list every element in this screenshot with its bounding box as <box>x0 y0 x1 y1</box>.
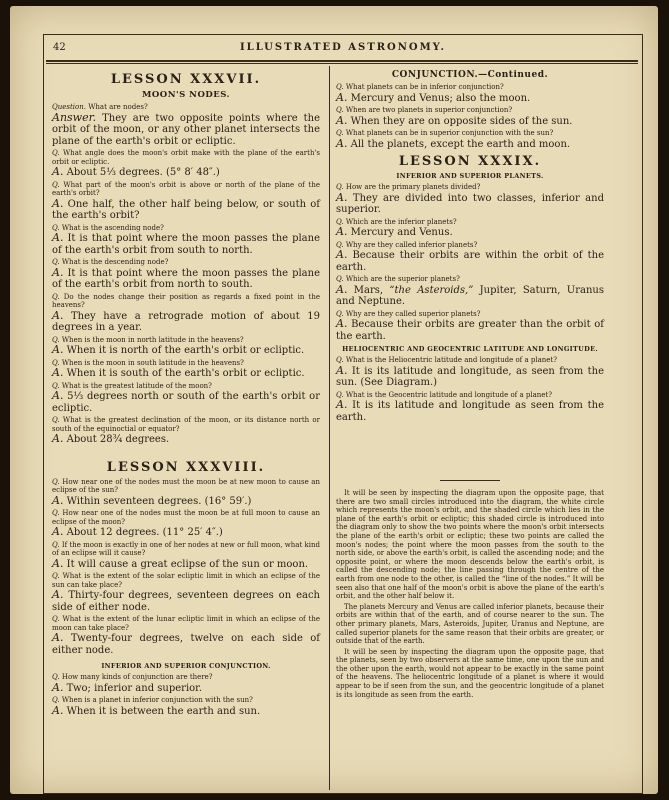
answer: A. It is its latitude and longitude as seen from the earth. <box>336 398 604 423</box>
question: Q. What is the extent of the solar ecliptic limit in which an eclipse of the sun can take place? <box>52 572 320 589</box>
question-text: What planets can be in superior conjunction with the sun? <box>345 129 554 137</box>
question: Q. What is the Heliocentric latitude and longitude of a planet? <box>336 356 557 364</box>
question-text: How near one of the nodes must the moon be at full moon to cause an eclipse of the moon? <box>52 509 320 526</box>
question-text: What is the greatest declination of the moon, or its distance north or south of the equinoctial or equator? <box>52 416 320 433</box>
answer-text: It is its latitude and longitude, as seen from the sun. (See Diagram.) <box>336 365 604 388</box>
paragraph: It will be seen by inspecting the diagram upon the opposite page, that the planets, seen by two observers at the same time, one upon the sun and the other upon the earth, would not appear to be exactly in the same point of the heavens. The heliocentric longitude of a planet is where it would appear to be if seen from the sun, and the geocentric longitude of a planet is its longitude as seen from the earth. <box>336 647 604 699</box>
question-text: What is the greatest latitude of the moon? <box>61 381 212 390</box>
answer: A. They are divided into two classes, inferior and superior. <box>336 190 604 215</box>
question: Q. When is the moon in north latitude in the heavens? <box>52 335 244 344</box>
question: Q. When is a planet in inferior conjunction with the sun? <box>52 696 253 704</box>
answer-text: They are two opposite points where the orbit of the moon, or any other planet intersects the plane of the earth's orbit or ecliptic. <box>52 112 320 147</box>
answer-text: Two; inferior and superior. <box>66 682 203 694</box>
answer-text: About 5⅓ degrees. (5° 8′ 48″.) <box>66 167 220 178</box>
answer-text: When it is north of the earth's orbit or ecliptic. <box>66 345 305 356</box>
paragraph: It will be seen by inspecting the diagram upon the opposite page, that there are two small circles introduced into the diagram, the white circle which represents the moon's orbit, and the shaded circle which lies in the plane of the earth's orbit or ecliptic; this shaded circle is introduced into the diagram only to show the two points where the moon's orbit intersects the plane of the earth's orbit or ecliptic; these two points are called the moon's nodes; the point where the moon passes from the south to the north side, or above the earth's orbit, is called the ascending node; and the opposite point, or where the moon descends below the earth's orbit, is called the descending node; the line passing through the centre of the earth from one node to the other, is called the “line of the nodes.” It will be seen also that one half of the moon's orbit is above the plane of the earth's orbit, and the other half below it. <box>336 489 604 601</box>
question: Q. Which are the superior planets? <box>336 275 460 283</box>
answer-text: It is its latitude and longitude as seen from the earth. <box>336 400 604 423</box>
question-text: Do the nodes change their position as regards a fixed point in the heavens? <box>52 292 320 309</box>
answer: A. It is that point where the moon passes the plane of the earth's orbit from south to north. <box>52 231 320 256</box>
answer-text: 5⅓ degrees north or south of the earth's orbit or ecliptic. <box>52 391 320 414</box>
question: Q. Why are they called superior planets? <box>336 309 481 318</box>
ornament-divider <box>440 480 500 481</box>
question-label: Question. <box>52 103 86 111</box>
section-heading: INFERIOR AND SUPERIOR CONJUNCTION. <box>101 662 271 670</box>
question-text: What is the descending node? <box>61 258 169 266</box>
question-text: How are the primary planets divided? <box>345 183 481 191</box>
question-text: What is the Geocentric latitude and longitude of a planet? <box>345 390 552 399</box>
answer: A. Mercury and Venus; also the moon. <box>336 90 531 104</box>
question: Q. How are the primary planets divided? <box>336 183 481 191</box>
answer: A. It will cause a great eclipse of the sun or moon. <box>52 556 309 570</box>
answer: A. When they are on opposite sides of the sun. <box>336 113 573 127</box>
answer-text: About 12 degrees. (11° 25′ 4″.) <box>66 527 223 538</box>
lesson-heading: LESSON XXXVII. <box>110 72 262 87</box>
running-title: ILLUSTRATED ASTRONOMY. <box>239 42 446 53</box>
answer: A. Mars, “the Asteroids,” Jupiter, Saturn, Uranus and Neptune. <box>336 282 604 307</box>
answer: A. About 5⅓ degrees. (5° 8′ 48″.) <box>52 165 220 178</box>
question: Q. What is the greatest declination of the moon, or its distance north or south of the equinoctial or equator? <box>52 416 320 433</box>
answer: A. About 12 degrees. (11° 25′ 4″.) <box>52 525 223 538</box>
answer-text: Thirty-four degrees, seventeen degrees on each side of either node. <box>52 590 320 613</box>
question-text: How near one of the nodes must the moon be at new moon to cause an eclipse of the sun? <box>52 477 320 494</box>
answer-text: Jupiter, Saturn, Uranus and Neptune. <box>336 284 604 307</box>
question: Q. What is the Geocentric latitude and longitude of a planet? <box>336 390 552 399</box>
answer: A. Twenty-four degrees, twelve on each side of either node. <box>52 631 320 656</box>
question: Q. How many kinds of conjunction are there? <box>52 673 213 681</box>
question: Q. What angle does the moon's orbit make with the plane of the earth's orbit or ecliptic. <box>52 149 320 166</box>
question-text: How many kinds of conjunction are there? <box>61 673 213 681</box>
question-text: When are two planets in superior conjunction? <box>345 106 513 114</box>
answer-text: Within seventeen degrees. (16° 59′.) <box>66 495 252 507</box>
answer: A. All the planets, except the earth and moon. <box>336 136 571 150</box>
answer-text: It is that point where the moon passes the plane of the earth's orbit from north to south. <box>52 267 320 290</box>
question: Q. How near one of the nodes must the moon be at new moon to cause an eclipse of the sun? <box>52 477 320 494</box>
answer-text: Mars, <box>353 284 390 296</box>
question-text: Why are they called inferior planets? <box>345 240 478 249</box>
answer <box>52 112 320 148</box>
answer: A. 5⅓ degrees north or south of the earth's orbit or ecliptic. <box>52 389 320 414</box>
answer-text: Mercury and Venus. <box>350 227 453 238</box>
lesson-heading: LESSON XXXIX. <box>398 154 542 169</box>
header-rule-thin <box>46 63 638 64</box>
answer-emphasis: “the Asteroids,” <box>389 284 474 296</box>
answer: A. It is its latitude and longitude, as seen from the sun. (See Diagram.) <box>336 363 604 388</box>
answer: A. Within seventeen degrees. (16° 59′.) <box>52 493 252 507</box>
question: Q. What is the greatest latitude of the moon? <box>52 381 212 390</box>
column-divider <box>329 66 330 790</box>
answer-text: Twenty-four degrees, twelve on each side of either node. <box>52 633 320 656</box>
answer-text: It is that point where the moon passes the plane of the earth's orbit from south to north. <box>52 233 320 256</box>
question-text: What are nodes? <box>88 103 148 111</box>
answer-text: Because their orbits are greater than the orbit of the earth. <box>336 319 604 342</box>
answer-text: It will cause a great eclipse of the sun or moon. <box>66 558 309 570</box>
question-text: When is the moon in south latitude in the heavens? <box>61 358 244 367</box>
section-heading: INFERIOR AND SUPERIOR PLANETS. <box>396 172 544 180</box>
question: Q. Do the nodes change their position as regards a fixed point in the heavens? <box>52 292 320 309</box>
answer-label: Answer. <box>52 110 97 124</box>
answer: A. They have a retrograde motion of about 19 degrees in a year. <box>52 308 320 333</box>
answer-text: Because their orbits are within the orbit of the earth. <box>336 250 604 273</box>
answer: A. Two; inferior and superior. <box>52 680 203 694</box>
question: Q. What planets can be in inferior conjunction? <box>336 83 504 91</box>
right-column <box>336 68 604 424</box>
header-rule <box>46 60 638 62</box>
question-text: Which are the inferior planets? <box>345 217 457 226</box>
answer-text: When it is south of the earth's orbit or ecliptic. <box>66 368 305 379</box>
section-heading: MOON'S NODES. <box>141 90 230 100</box>
answer: A. About 28¾ degrees. <box>52 432 170 445</box>
left-column <box>52 68 320 718</box>
question: Q. When are two planets in superior conjunction? <box>336 106 513 114</box>
question-text: What planets can be in inferior conjunction? <box>345 83 504 91</box>
question: Q. Which are the inferior planets? <box>336 217 457 226</box>
question-text: Why are they called superior planets? <box>345 309 481 318</box>
page-number: 42 <box>53 42 66 53</box>
question-text: If the moon is exactly in one of her nodes at new or full moon, what kind of an eclipse will it cause? <box>52 540 320 557</box>
section-heading: CONJUNCTION.—Continued. <box>391 70 549 80</box>
question-text: What is the extent of the lunar ecliptic limit in which an eclipse of the moon can take place? <box>52 615 320 632</box>
answer: A. When it is north of the earth's orbit or ecliptic. <box>52 343 305 356</box>
question-text: Which are the superior planets? <box>345 275 460 283</box>
question-text: What is the Heliocentric latitude and longitude of a planet? <box>345 356 557 364</box>
answer-text: Mercury and Venus; also the moon. <box>350 92 531 104</box>
running-header <box>53 42 633 56</box>
answer-text: They have a retrograde motion of about 19 degrees in a year. <box>52 310 320 333</box>
question: Q. What is the descending node? <box>52 258 169 266</box>
answer: A. It is that point where the moon passes the plane of the earth's orbit from north to south. <box>52 265 320 290</box>
answer: A. Because their orbits are within the orbit of the earth. <box>336 248 604 273</box>
answer-text: One half, the other half being below, or south of the earth's orbit? <box>52 198 320 221</box>
answer-text: About 28¾ degrees. <box>66 434 170 445</box>
question: Q. How near one of the nodes must the moon be at full moon to cause an eclipse of the moon? <box>52 509 320 526</box>
section-heading: HELIOCENTRIC AND GEOCENTRIC LATITUDE AND LONGITUDE. <box>342 345 598 353</box>
question: Q. What is the extent of the lunar ecliptic limit in which an eclipse of the moon can take place? <box>52 615 320 632</box>
question: Q. What is the ascending node? <box>52 223 164 232</box>
right-prose <box>336 470 604 701</box>
paragraph: The planets Mercury and Venus are called inferior planets, because their orbits are within that of the earth, and of course nearer to the sun. The other primary planets, Mars, Asteroids, Jupiter, Uranus and Neptune, are called superior planets for the same reason that their orbits are greater, or outside that of the earth. <box>336 602 604 646</box>
question-text: What is the ascending node? <box>61 223 164 232</box>
answer: A. One half, the other half being below, or south of the earth's orbit? <box>52 196 320 221</box>
answer-text: All the planets, except the earth and moon. <box>350 138 571 150</box>
question: Q. If the moon is exactly in one of her nodes at new or full moon, what kind of an eclipse will it cause? <box>52 540 320 557</box>
answer: A. When it is between the earth and sun. <box>52 703 261 717</box>
question-text: What is the extent of the solar ecliptic limit in which an eclipse of the sun can take place? <box>52 572 320 589</box>
answer: A. Because their orbits are greater than the orbit of the earth. <box>336 317 604 342</box>
answer: A. When it is south of the earth's orbit or ecliptic. <box>52 366 305 379</box>
answer: A. Mercury and Venus. <box>336 225 453 238</box>
question: Q. When is the moon in south latitude in the heavens? <box>52 358 244 367</box>
answer-text: They are divided into two classes, inferior and superior. <box>336 192 604 215</box>
question-text: When is the moon in north latitude in the heavens? <box>61 335 244 344</box>
question: Q. What planets can be in superior conjunction with the sun? <box>336 129 554 137</box>
question-text: When is a planet in inferior conjunction with the sun? <box>61 696 253 704</box>
question-text: What part of the moon's orbit is above or north of the plane of the earth's orbit? <box>52 180 320 197</box>
question: Q. What part of the moon's orbit is above or north of the plane of the earth's orbit? <box>52 180 320 197</box>
question: Q. Why are they called inferior planets? <box>336 240 478 249</box>
answer-text: When they are on opposite sides of the sun. <box>350 115 573 127</box>
answer-text: When it is between the earth and sun. <box>66 705 261 717</box>
answer: A. Thirty-four degrees, seventeen degrees on each side of either node. <box>52 588 320 613</box>
question-text: What angle does the moon's orbit make with the plane of the earth's orbit or ecliptic. <box>52 149 320 166</box>
lesson-heading: LESSON XXXVIII. <box>106 459 266 475</box>
